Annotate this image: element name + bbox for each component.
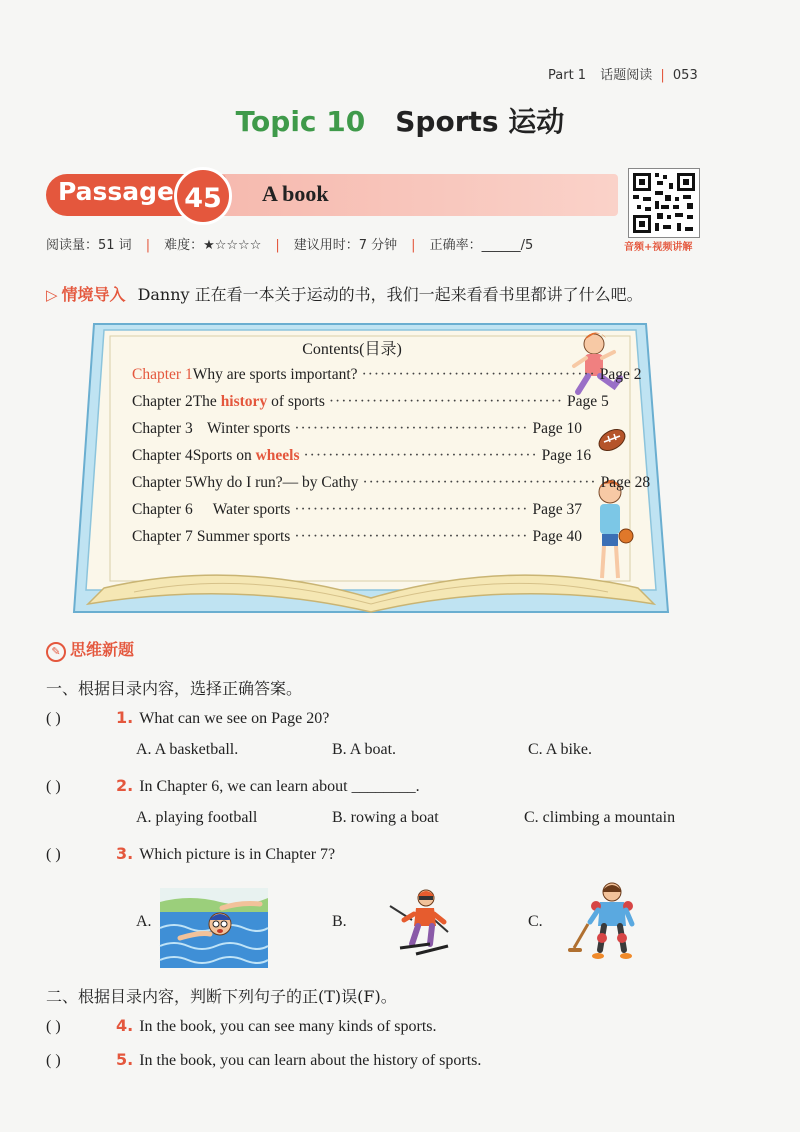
option-c-label[interactable]: C. (528, 913, 543, 930)
header-divider: | (660, 68, 665, 83)
passage-label: Passage (58, 177, 175, 206)
chapter-page: Page 28 (600, 474, 651, 491)
suggested-time: 建议用时：7 分钟 (293, 238, 398, 253)
chapter-title: Summer sports (196, 528, 291, 545)
chapter-title (193, 447, 300, 465)
chapter-label: Chapter 5 (132, 474, 193, 491)
question-number: 2. (116, 776, 134, 795)
answer-blank[interactable]: ( ) (46, 710, 61, 727)
chapter-title: Winter sports (207, 420, 291, 437)
contents-row (132, 366, 642, 384)
exercise-heading (46, 637, 134, 662)
dot-leader: ······································ (294, 528, 529, 545)
answer-blank[interactable]: ( ) (46, 1018, 61, 1035)
question-text: In the book, you can see many kinds of sports. (139, 1018, 437, 1035)
question-text: In the book, you can learn about the history of sports. (139, 1052, 482, 1069)
chapter-label: Chapter 7 (132, 528, 193, 545)
chapter-label: Chapter 2 (132, 393, 193, 410)
qr-code-icon (629, 169, 699, 237)
option-a-label[interactable]: A. (136, 913, 152, 930)
question-text: Which picture is in Chapter 7? (139, 846, 336, 863)
chapter-title: Why do I run?— by Cathy (192, 474, 359, 491)
topic-number: Topic 10 (235, 105, 366, 138)
intro-label: 情境导入 (61, 285, 126, 304)
topic-title (0, 100, 800, 140)
scenario-intro (46, 282, 643, 305)
dot-leader: ······································ (303, 447, 538, 464)
question-4 (46, 1016, 437, 1036)
difficulty-label: 难度： (164, 238, 204, 253)
answer-blank[interactable]: ( ) (46, 846, 61, 863)
chapter-page: Page 10 (532, 420, 582, 437)
question-1 (46, 708, 329, 728)
chapter-page: Page 5 (567, 393, 609, 410)
question-text: In Chapter 6, we can learn about ________. (139, 778, 420, 795)
question-2 (46, 776, 420, 796)
contents-row (132, 501, 582, 519)
qr-code[interactable] (628, 168, 700, 238)
chapter-label: Chapter 3 (132, 420, 193, 437)
passage-number: 45 (174, 167, 232, 225)
accuracy-field: 正确率：______/5 (429, 238, 534, 253)
chapter-page: Page 16 (541, 447, 592, 464)
passage-title: A book (262, 181, 329, 206)
running-header (548, 64, 698, 83)
dot-leader: ······································ (294, 501, 529, 518)
contents-row (132, 474, 651, 492)
option-c[interactable]: C. climbing a mountain (524, 809, 676, 826)
title-part: The (192, 393, 221, 410)
reading-meta: 阅读量：51 词 | 难度：★☆☆☆☆ | 建议用时：7 分钟 | 正确率：______/5 (46, 238, 534, 253)
topic-name: Sports 运动 (395, 105, 565, 138)
question-number: 3. (116, 844, 134, 863)
chapter-label: Chapter 1 (132, 366, 193, 383)
section-one-instruction: 一、根据目录内容，选择正确答案。 (46, 679, 303, 698)
chapter-label: Chapter 4 (132, 447, 193, 464)
question-text: What can we see on Page 20? (139, 710, 330, 727)
word-count: 阅读量：51 词 (46, 238, 132, 253)
chapter-page: Page 40 (532, 528, 582, 545)
answer-blank[interactable]: ( ) (46, 1052, 61, 1069)
intro-text: Danny 正在看一本关于运动的书，我们一起来看看书里都讲了什么吧。 (137, 285, 643, 304)
option-c[interactable]: C. A bike. (528, 741, 593, 758)
question-number: 5. (116, 1050, 134, 1069)
option-b[interactable]: B. rowing a boat (332, 809, 439, 826)
option-a[interactable]: A. A basketball. (136, 741, 239, 758)
dot-leader: ······································ (328, 393, 564, 410)
difficulty-stars: ★☆☆☆☆ (203, 238, 262, 253)
chapter-page: Page 2 (599, 366, 642, 383)
exercise-heading-text: 思维新题 (70, 640, 135, 659)
chapter-page: Page 37 (532, 501, 582, 518)
pencil-circle-icon: ✎ (46, 642, 66, 662)
title-part: of sports (267, 393, 325, 410)
title-part: Sports on (192, 447, 256, 464)
chapter-label: Chapter 6 (132, 501, 193, 518)
option-b[interactable]: B. A boat. (332, 741, 397, 758)
swimmer-picture[interactable] (160, 888, 268, 968)
page-number: 053 (672, 68, 698, 83)
dot-leader: ······································ (361, 366, 596, 383)
contents-row (132, 393, 609, 411)
question-number: 4. (116, 1016, 134, 1035)
contents-row (132, 447, 592, 465)
hockey-player-picture[interactable] (568, 880, 650, 962)
keyword-history: history (220, 393, 268, 410)
keyword-wheels: wheels (255, 447, 300, 464)
header-section: 话题阅读 (600, 68, 653, 83)
skier-picture[interactable] (386, 886, 454, 958)
question-number: 1. (116, 708, 134, 727)
contents-row (132, 528, 582, 546)
option-a[interactable]: A. playing football (136, 809, 258, 826)
dot-leader: ······································ (294, 420, 529, 437)
option-b-label[interactable]: B. (332, 913, 347, 930)
play-arrow-icon: ▷ (46, 286, 58, 304)
question-3 (46, 844, 335, 864)
header-part: Part 1 (548, 68, 587, 83)
section-two-instruction: 二、根据目录内容，判断下列句子的正(T)误(F)。 (46, 987, 397, 1006)
answer-blank[interactable]: ( ) (46, 778, 61, 795)
chapter-title: Why are sports important? (192, 366, 358, 383)
contents-row (132, 420, 582, 438)
contents-title: Contents(目录) (302, 341, 402, 358)
qr-caption: 音频+视频讲解 (624, 242, 693, 253)
chapter-title (193, 393, 325, 411)
chapter-title: Water sports (212, 501, 291, 518)
question-5 (46, 1050, 481, 1070)
dot-leader: ······································ (362, 474, 597, 491)
